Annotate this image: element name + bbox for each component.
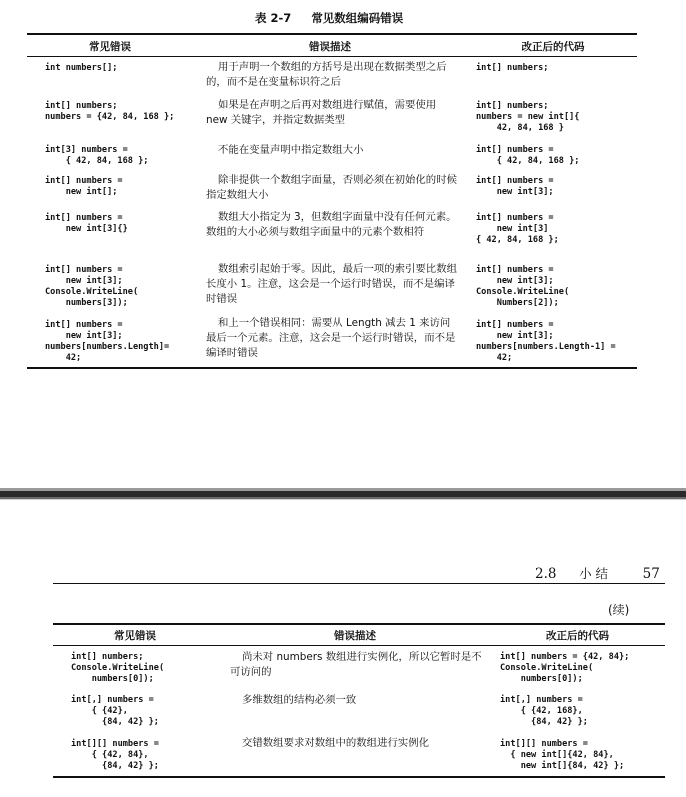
col-header-description: 错误描述 bbox=[309, 41, 351, 53]
row-2-error: int[] numbers; numbers = {42, 84, 168 }; bbox=[45, 101, 175, 122]
row-6-error: int[] numbers = new int[3]; Console.WriteLine( numbers[3]); bbox=[45, 265, 139, 308]
table-title: 常见数组编码错误 bbox=[311, 11, 404, 25]
table-number: 表 2-7 bbox=[255, 11, 292, 25]
row-7-fix: int[] numbers = new int[3]; numbers[numbers.Length-1] = 42; bbox=[476, 320, 616, 363]
table2-row-3-description: 交错数组要求对数组中的数组进行实例化 bbox=[242, 737, 430, 749]
table2-row-1-error: int[] numbers; Console.WriteLine( numbers[0]); bbox=[71, 652, 165, 684]
row-5-error: int[] numbers = new int[3]{} bbox=[45, 213, 128, 234]
table2-header-rule bbox=[53, 645, 665, 646]
row-3-description: 不能在变量声明中指定数组大小 bbox=[218, 144, 364, 156]
page-number: 57 bbox=[642, 566, 660, 582]
table2-row-3-fix: int[][] numbers = { new int[]{42, 84}, new int[]{84, 42} }; bbox=[500, 739, 625, 771]
row-2-description: 如果是在声明之后再对数组进行赋值，需要使用 new 关键字，并指定数据类型 bbox=[206, 99, 437, 126]
col2-header-description: 错误描述 bbox=[334, 630, 376, 642]
header-rule bbox=[27, 56, 637, 57]
table2-row-1-description: 尚未对 numbers 数组进行实例化，所以它暂时是不可访问的 bbox=[230, 651, 482, 678]
table2-row-2-description: 多维数组的结构必须一致 bbox=[242, 694, 357, 706]
running-header-rule bbox=[53, 583, 665, 584]
row-6-description: 数组索引起始于零。因此，最后一项的索引要比数组长度小 1。注意，这会是一个运行时错误，而不是编译时错误 bbox=[206, 263, 457, 305]
table2-row-1-fix: int[] numbers = {42, 84}; Console.WriteLine( numbers[0]); bbox=[500, 652, 630, 684]
continued-label: (续) bbox=[608, 603, 630, 617]
row-2-fix: int[] numbers; numbers = new int[]{ 42, 84, 168 } bbox=[476, 101, 580, 133]
row-4-error: int[] numbers = new int[]; bbox=[45, 176, 123, 197]
table2-row-2-error: int[,] numbers = { {42}, {84, 42} }; bbox=[71, 695, 159, 727]
col2-header-error: 常见错误 bbox=[114, 630, 156, 642]
row-1-error: int numbers[]; bbox=[45, 63, 118, 73]
col-header-error: 常见错误 bbox=[89, 41, 131, 53]
table-bottom-rule bbox=[27, 367, 637, 369]
col-header-fix: 改正后的代码 bbox=[521, 41, 585, 53]
row-3-error: int[3] numbers = { 42, 84, 168 }; bbox=[45, 145, 149, 166]
table2-bottom-rule bbox=[53, 776, 665, 778]
section-title: 小 结 bbox=[579, 566, 609, 581]
row-5-description: 数组大小指定为 3，但数组字面量中没有任何元素。数组的大小必须与数组字面量中的元素个数相符 bbox=[206, 211, 457, 238]
table2-row-3-error: int[][] numbers = { {42, 84}, {84, 42} }; bbox=[71, 739, 159, 771]
row-1-description: 用于声明一个数组的方括号是出现在数据类型之后的，而不是在变量标识符之后 bbox=[206, 61, 447, 88]
row-3-fix: int[] numbers = { 42, 84, 168 }; bbox=[476, 145, 580, 166]
row-6-fix: int[] numbers = new int[3]; Console.WriteLine( Numbers[2]); bbox=[476, 265, 570, 308]
row-7-error: int[] numbers = new int[3]; numbers[numbers.Length]= 42; bbox=[45, 320, 170, 363]
row-4-fix: int[] numbers = new int[3]; bbox=[476, 176, 554, 197]
table2-top-rule bbox=[53, 623, 665, 625]
row-5-fix: int[] numbers = new int[3] { 42, 84, 168 }; bbox=[476, 213, 559, 245]
table-top-rule bbox=[27, 33, 637, 35]
table2-row-2-fix: int[,] numbers = { {42, 168}, {84, 42} }; bbox=[500, 695, 588, 727]
row-7-description: 和上一个错误相同：需要从 Length 减去 1 来访问最后一个元素。注意，这会是一个运行时错误，而不是编译时错误 bbox=[206, 317, 456, 359]
section-number: 2.8 bbox=[535, 566, 557, 582]
row-4-description: 除非提供一个数组字面量，否则必须在初始化的时候指定数组大小 bbox=[206, 174, 457, 201]
running-header bbox=[535, 564, 660, 582]
table-caption bbox=[255, 10, 403, 26]
row-1-fix: int[] numbers; bbox=[476, 63, 549, 73]
col2-header-fix: 改正后的代码 bbox=[546, 630, 609, 642]
